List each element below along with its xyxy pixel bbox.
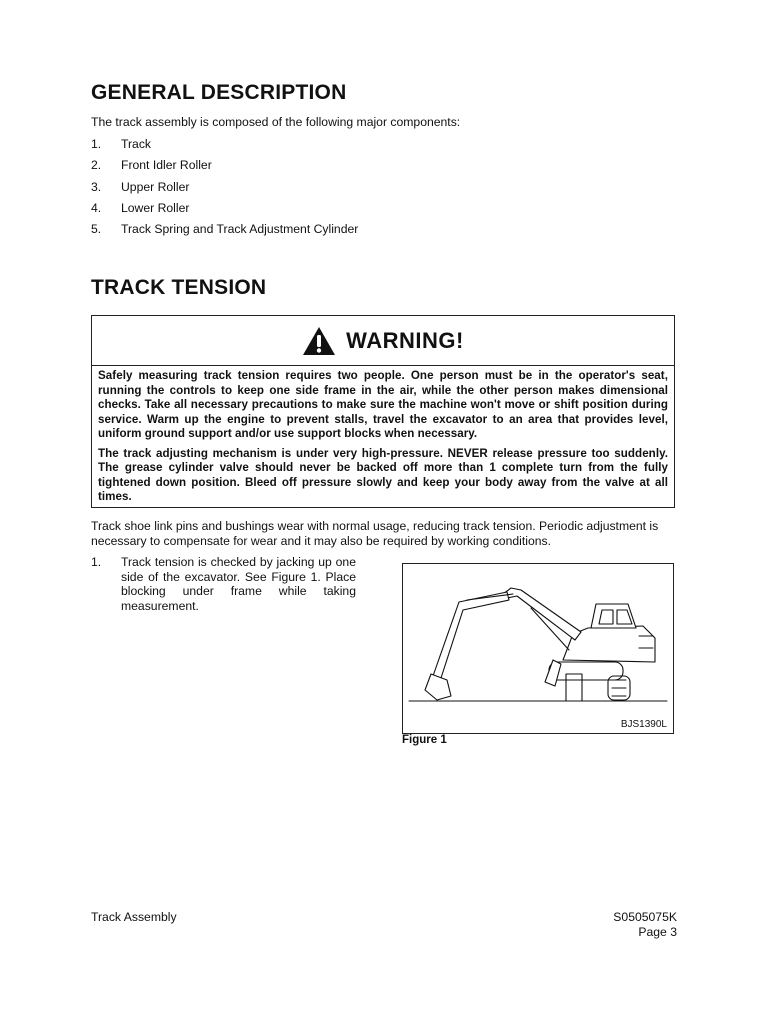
- list-item-text: Lower Roller: [121, 200, 190, 215]
- list-item-number: 1.: [91, 137, 102, 151]
- list-item-text: Track Spring and Track Adjustment Cylinder: [121, 222, 359, 237]
- footer-title: Track Assembly: [91, 910, 177, 924]
- step-number: 1.: [91, 555, 102, 569]
- list-item-number: 2.: [91, 158, 102, 173]
- list-item-text: Upper Roller: [121, 179, 190, 194]
- list-item-text: Track: [121, 137, 152, 151]
- warning-title: WARNING!: [346, 327, 464, 353]
- list-item-number: 3.: [91, 179, 102, 194]
- list-item-number: 4.: [91, 200, 102, 215]
- warning-triangle-icon: [302, 326, 336, 356]
- general-intro-text: The track assembly is composed of the following major components:: [91, 115, 461, 129]
- footer-doc-id: S0505075K: [613, 910, 677, 924]
- warning-paragraph: Safely measuring track tension requires two people. One person must be in the operator's seat, running the controls to keep one side frame in the air, while the other person makes dimensional checks. Take all necessary precautions to make sure the machine won't move or shift position during service. Warm up the engine to prevent stalls, travel the excavator to an area that provides level, uniform ground support and/or use support blocks when necessary.: [98, 369, 668, 440]
- warning-body: [92, 366, 674, 505]
- warning-header: [92, 316, 674, 366]
- list-item-text: Front Idler Roller: [121, 158, 212, 173]
- excavator-illustration: [403, 564, 673, 733]
- track-tension-body: Track shoe link pins and bushings wear with normal usage, reducing track tension. Periodic adjustment is necessary to compensate for wear and it may also be required by working conditions.: [91, 519, 659, 548]
- footer-page-number: Page 3: [638, 925, 677, 939]
- figure-caption: Figure 1: [402, 734, 447, 746]
- figure-1: [402, 563, 674, 734]
- warning-box: [91, 315, 675, 508]
- general-description-heading: GENERAL DESCRIPTION: [91, 81, 347, 104]
- list-item-number: 5.: [91, 222, 102, 237]
- warning-paragraph: The track adjusting mechanism is under very high-pressure. NEVER release pressure too suddenly. The grease cylinder valve should never be backed off more than 1 complete turn from the fully tightened down position. Bleed off pressure slowly and keep your body away from the valve at all times.: [98, 446, 668, 503]
- figure-code: BJS1390L: [620, 719, 667, 730]
- track-tension-heading: TRACK TENSION: [91, 276, 267, 299]
- step-text: Track tension is checked by jacking up one side of the excavator. See Figure 1. Place blocking under frame while taking measurement.: [121, 555, 356, 613]
